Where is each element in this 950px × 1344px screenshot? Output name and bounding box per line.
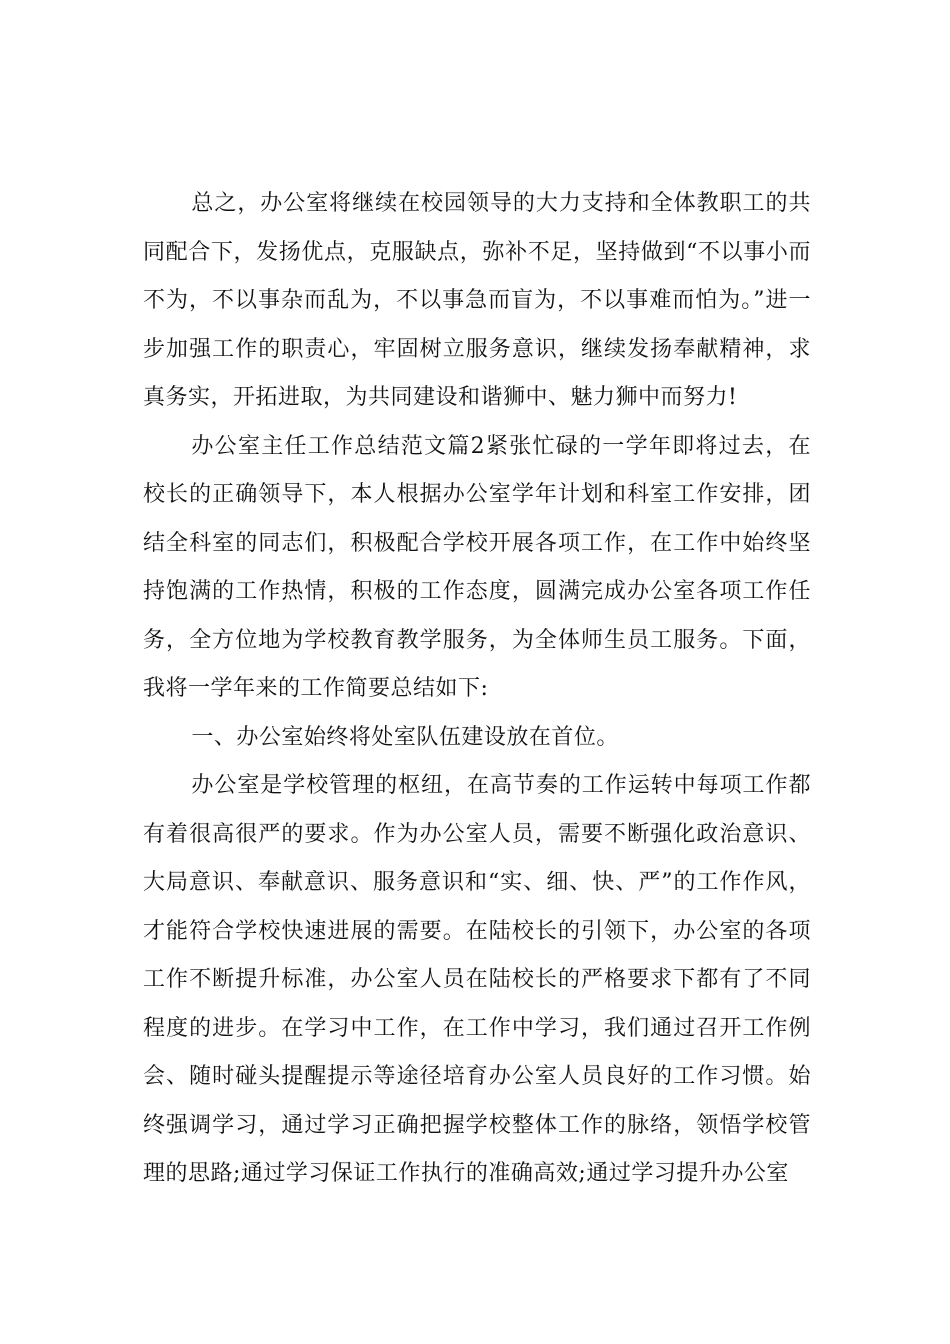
paragraph-conclusion: 总之，办公室将继续在校园领导的大力支持和全体教职工的共同配合下，发扬优点，克服缺点，弥补不足，坚持做到“不以事小而不为，不以事杂而乱为，不以事急而盲为，不以事难而怕为。”进一步加强工作的职责心，牢固树立服务意识，继续发扬奉献精神，求真务实，开拓进取，为共同建设和谐狮中、魅力狮中而努力! — [143, 191, 811, 410]
paragraph-intro: 办公室主任工作总结范文篇2紧张忙碌的一学年即将过去，在校长的正确领导下，本人根据办公室学年计划和科室工作安排，团结全科室的同志们，积极配合学校开展各项工作，在工作中始终坚持饱满的工作热情，积极的工作态度，圆满完成办公室各项工作任务，全方位地为学校教育教学服务，为全体师生员工服务。下面，我将一学年来的工作简要总结如下: — [143, 433, 811, 701]
document-body — [143, 180, 811, 1199]
section-heading-1: 一、办公室始终将处室队伍建设放在首位。 — [191, 724, 619, 750]
paragraph-office-role: 办公室是学校管理的枢纽，在高节奏的工作运转中每项工作都有着很高很严的要求。作为办公室人员，需要不断强化政治意识、大局意识、奉献意识、服务意识和“实、细、快、严”的工作作风，才能符合学校快速进展的需要。在陆校长的引领下，办公室的各项工作不断提升标准，办公室人员在陆校长的严格要求下都有了不同程度的进步。在学习中工作，在工作中学习，我们通过召开工作例会、随时碰头提醒提示等途径培育办公室人员良好的工作习惯。始终强调学习，通过学习正确把握学校整体工作的脉络，领悟学校管理的思路;通过学习保证工作执行的准确高效;通过学习提升办公室 — [143, 773, 811, 1186]
